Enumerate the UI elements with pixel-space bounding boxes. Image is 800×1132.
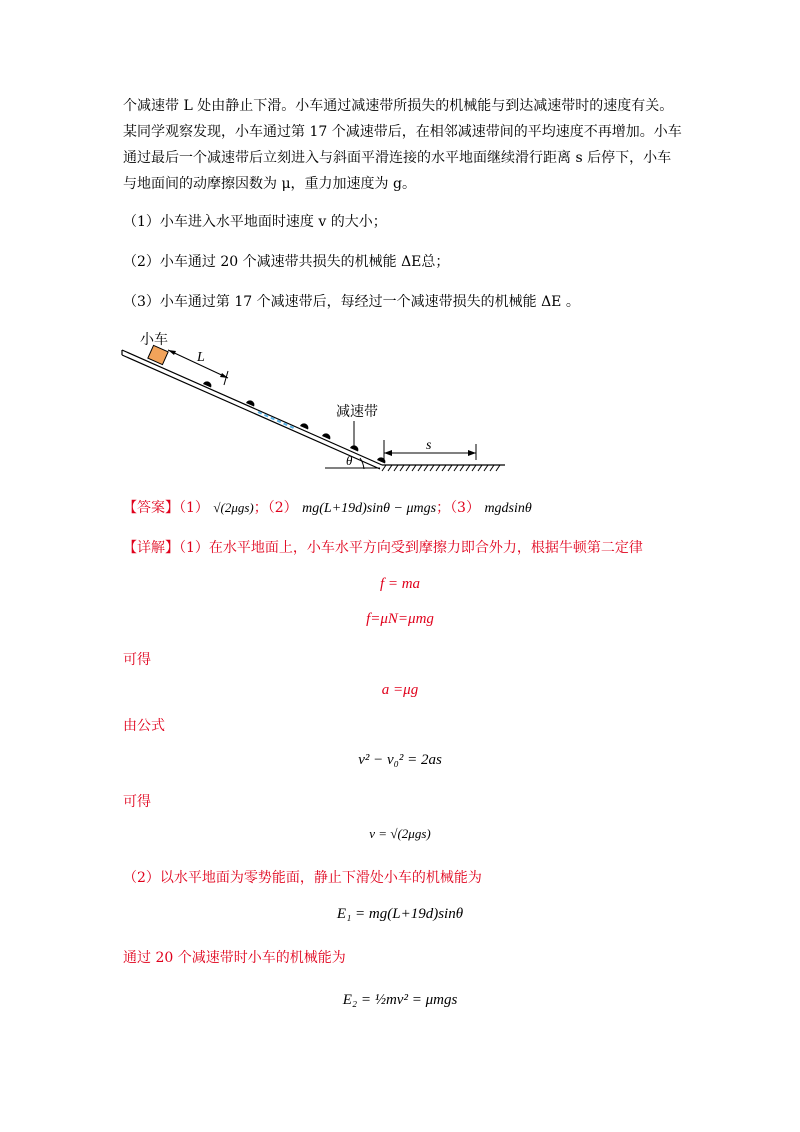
equation-4: v² − v₀² = 2as — [358, 752, 442, 768]
formula-label: 由公式 — [123, 718, 165, 734]
ground-hatch — [382, 465, 500, 471]
equation-3: a =μg — [381, 682, 419, 698]
car-label: 小车 — [140, 333, 168, 348]
question-3: （3）小车通过第 17 个减速带后，每经过一个减速带损失的机械能 ΔE 。 — [123, 294, 580, 310]
explanation-tag: 【详解】 — [123, 540, 179, 556]
question-1: （1）小车进入水平地面时速度 v 的大小； — [123, 214, 387, 230]
incline-diagram — [110, 328, 510, 482]
distance-label: s — [426, 438, 432, 453]
angle-label: θ — [346, 453, 353, 468]
bump-3 — [300, 423, 308, 429]
problem-line-3: 通过最后一个减速带后立刻进入与斜面平滑连接的水平地面继续滑行距离 s 后停下，小车 — [123, 150, 672, 166]
problem-line-4: 与地面间的动摩擦因数为 μ，重力加速度为 g。 — [123, 176, 416, 192]
bump-label: 减速带 — [336, 405, 378, 420]
incline-diagram-svg — [110, 328, 510, 478]
car-block — [148, 345, 168, 364]
answer-part2-num: （2） — [267, 500, 298, 516]
length-label: L — [197, 350, 205, 365]
equation-5: v = √(2μgs) — [369, 826, 431, 841]
answer-part3-expr: mgdsinθ — [484, 501, 532, 516]
answer-part1-expr: √(2μgs) — [213, 500, 254, 515]
equation-2: f=μN=μmg — [366, 611, 434, 627]
answer-part2-expr: mg(L+19d)sinθ − μmgs — [302, 501, 437, 516]
explanation-intro — [123, 538, 643, 558]
explanation-intro-text: （1）在水平地面上，小车水平方向受到摩擦力即合外力，根据牛顿第二定律 — [179, 540, 643, 556]
answer-tag: 【答案】 — [123, 500, 179, 516]
answer-sep-1: ； — [253, 500, 268, 516]
answer-line — [123, 498, 532, 519]
answer-sep-2: ； — [436, 500, 451, 516]
part2-line2: 通过 20 个减速带时小车的机械能为 — [123, 950, 346, 966]
equation-1: f = ma — [379, 576, 421, 592]
equation-7: E₂ = ½mv² = μmgs — [342, 992, 458, 1008]
equation-6: E₁ = mg(L+19d)sinθ — [336, 906, 464, 922]
angle-arc — [360, 458, 364, 469]
question-2: （2）小车通过 20 个减速带共损失的机械能 ΔE总； — [123, 254, 450, 270]
dashed-segment — [258, 412, 296, 429]
kede-2: 可得 — [123, 794, 151, 810]
problem-line-2: 某同学观察发现，小车通过第 17 个减速带后，在相邻减速带间的平均速度不再增加。小车 — [123, 124, 682, 140]
kede-1: 可得 — [123, 652, 151, 668]
answer-part1-num: （1） — [179, 500, 209, 516]
answer-part3-num: （3） — [450, 500, 480, 516]
part2-intro: （2）以水平地面为零势能面，静止下滑处小车的机械能为 — [123, 870, 482, 886]
problem-line-1: 个减速带 L 处由静止下滑。小车通过减速带所损失的机械能与到达减速带时的速度有关。 — [123, 98, 674, 114]
